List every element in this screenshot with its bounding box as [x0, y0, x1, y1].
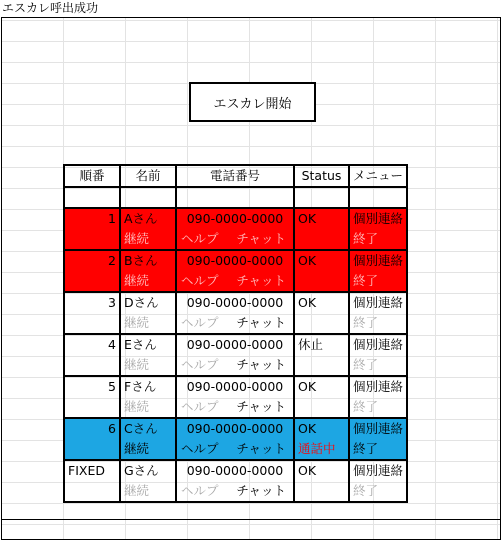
continue-button[interactable]: 継続 [120, 355, 176, 376]
row-name: Aさん [120, 208, 176, 229]
escalation-start-button[interactable]: エスカレ開始 [189, 82, 316, 122]
row-sub-status [294, 397, 349, 418]
row-status: OK [294, 418, 349, 439]
header-menu: メニュー [349, 165, 407, 187]
row-phone[interactable]: 090-0000-0000 [176, 334, 294, 355]
table-spacer-row [64, 187, 407, 208]
end-button[interactable]: 終了 [349, 439, 407, 460]
table-row [64, 208, 407, 229]
end-button[interactable]: 終了 [349, 355, 407, 376]
help-button[interactable]: ヘルプ [181, 273, 219, 288]
chat-button[interactable]: チャット [236, 399, 286, 414]
row-name: Bさん [120, 250, 176, 271]
chat-button[interactable]: チャット [236, 231, 286, 246]
row-phone[interactable]: 090-0000-0000 [176, 292, 294, 313]
chat-button[interactable]: チャット [236, 273, 286, 288]
help-button[interactable]: ヘルプ [181, 441, 219, 456]
row-sub-status: 通話中 [294, 439, 349, 460]
row-order: 6 [64, 418, 120, 439]
row-status: 休止 [294, 334, 349, 355]
continue-button[interactable]: 継続 [120, 271, 176, 292]
table-row-actions [64, 355, 407, 376]
menu-individual-contact[interactable]: 個別連絡 [349, 250, 407, 271]
row-status: OK [294, 208, 349, 229]
escalation-table [63, 164, 408, 503]
header-order: 順番 [64, 165, 120, 187]
row-order: FIXED [64, 460, 120, 481]
help-button[interactable]: ヘルプ [181, 357, 219, 372]
end-button[interactable]: 終了 [349, 271, 407, 292]
row-sub-status [294, 271, 349, 292]
table-row-actions [64, 397, 407, 418]
help-button[interactable]: ヘルプ [181, 399, 219, 414]
chat-button[interactable]: チャット [236, 483, 286, 498]
header-phone: 電話番号 [176, 165, 294, 187]
row-order: 5 [64, 376, 120, 397]
table-row-actions [64, 229, 407, 250]
row-order: 3 [64, 292, 120, 313]
end-button[interactable]: 終了 [349, 229, 407, 250]
row-name: Eさん [120, 334, 176, 355]
row-name: Gさん [120, 460, 176, 481]
chat-button[interactable]: チャット [236, 315, 286, 330]
table-row-actions [64, 439, 407, 460]
row-name: Dさん [120, 292, 176, 313]
continue-button[interactable]: 継続 [120, 397, 176, 418]
menu-individual-contact[interactable]: 個別連絡 [349, 334, 407, 355]
table-row [64, 460, 407, 481]
row-name: Fさん [120, 376, 176, 397]
row-name: Cさん [120, 418, 176, 439]
help-button[interactable]: ヘルプ [181, 231, 219, 246]
row-phone[interactable]: 090-0000-0000 [176, 460, 294, 481]
table-row-actions [64, 271, 407, 292]
continue-button[interactable]: 継続 [120, 313, 176, 334]
sheet-bottom-border [1, 519, 501, 520]
end-button[interactable]: 終了 [349, 313, 407, 334]
table-row [64, 334, 407, 355]
table-row-actions [64, 481, 407, 502]
table-row [64, 376, 407, 397]
row-status: OK [294, 460, 349, 481]
end-button[interactable]: 終了 [349, 397, 407, 418]
row-order: 4 [64, 334, 120, 355]
help-button[interactable]: ヘルプ [181, 483, 219, 498]
row-sub-status [294, 355, 349, 376]
table-header-row [64, 165, 407, 187]
continue-button[interactable]: 継続 [120, 481, 176, 502]
help-button[interactable]: ヘルプ [181, 315, 219, 330]
row-status: OK [294, 292, 349, 313]
row-phone[interactable]: 090-0000-0000 [176, 376, 294, 397]
row-status: OK [294, 376, 349, 397]
sheet-title: エスカレ呼出成功 [2, 1, 99, 15]
row-sub-status [294, 313, 349, 334]
row-phone[interactable]: 090-0000-0000 [176, 250, 294, 271]
menu-individual-contact[interactable]: 個別連絡 [349, 292, 407, 313]
row-order: 2 [64, 250, 120, 271]
header-status: Status [294, 165, 349, 187]
table-row-actions [64, 313, 407, 334]
row-status: OK [294, 250, 349, 271]
row-phone[interactable]: 090-0000-0000 [176, 418, 294, 439]
row-sub-status [294, 481, 349, 502]
table-row [64, 418, 407, 439]
menu-individual-contact[interactable]: 個別連絡 [349, 208, 407, 229]
chat-button[interactable]: チャット [236, 357, 286, 372]
row-phone[interactable]: 090-0000-0000 [176, 208, 294, 229]
continue-button[interactable]: 継続 [120, 439, 176, 460]
menu-individual-contact[interactable]: 個別連絡 [349, 418, 407, 439]
table-row [64, 250, 407, 271]
menu-individual-contact[interactable]: 個別連絡 [349, 460, 407, 481]
header-name: 名前 [120, 165, 176, 187]
table-row [64, 292, 407, 313]
end-button[interactable]: 終了 [349, 481, 407, 502]
row-sub-status [294, 229, 349, 250]
chat-button[interactable]: チャット [236, 441, 286, 456]
row-order: 1 [64, 208, 120, 229]
menu-individual-contact[interactable]: 個別連絡 [349, 376, 407, 397]
continue-button[interactable]: 継続 [120, 229, 176, 250]
